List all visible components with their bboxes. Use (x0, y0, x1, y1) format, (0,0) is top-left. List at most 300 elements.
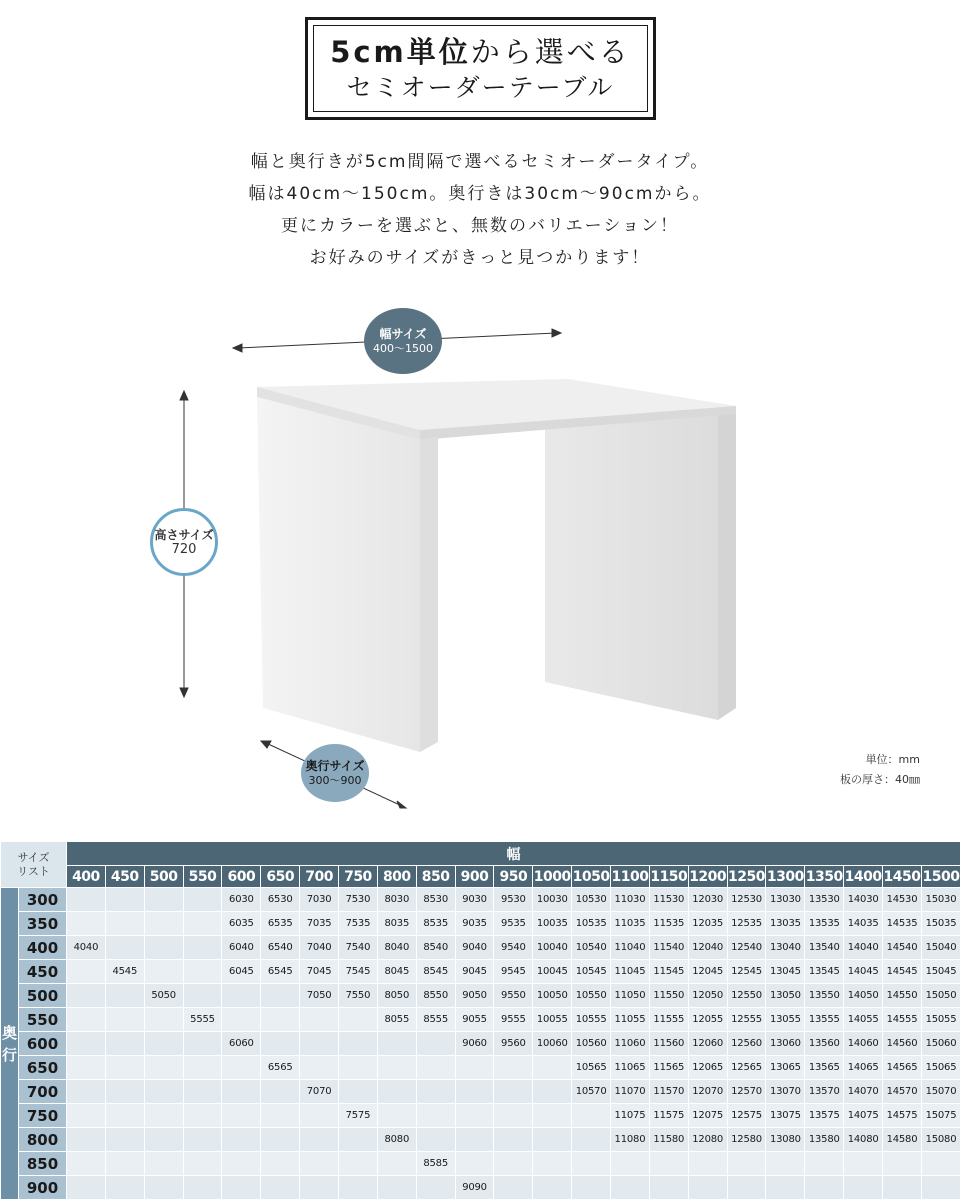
size-code-cell (261, 1080, 300, 1104)
table-row (1, 888, 960, 912)
size-code-cell (339, 1080, 378, 1104)
size-code-cell: 10045 (533, 960, 572, 984)
size-code-cell: 13075 (766, 1104, 805, 1128)
size-code-cell: 14060 (844, 1032, 883, 1056)
size-code-cell (533, 1080, 572, 1104)
size-code-cell: 9090 (455, 1176, 494, 1200)
table-row (1, 984, 960, 1008)
description-line: 幅は40cm～150cm。奥行きは30cm～90cmから。 (248, 184, 712, 204)
depth-row-header: 800 (19, 1128, 67, 1152)
size-code-cell (67, 1104, 106, 1128)
size-code-cell (183, 1080, 222, 1104)
size-code-cell: 11045 (611, 960, 650, 984)
size-code-cell: 8545 (416, 960, 455, 984)
size-code-cell: 13065 (766, 1056, 805, 1080)
width-col-header: 1050 (572, 866, 611, 888)
description-line: 幅と奥行きが5cm間隔で選べるセミオーダータイプ。 (250, 152, 710, 172)
width-col-header: 1250 (727, 866, 766, 888)
size-code-cell: 13555 (805, 1008, 844, 1032)
size-code-cell (105, 936, 144, 960)
size-code-cell (222, 1128, 261, 1152)
size-code-cell (805, 1176, 844, 1200)
size-code-cell: 15035 (921, 912, 960, 936)
size-code-cell: 15050 (921, 984, 960, 1008)
table-row (1, 1128, 960, 1152)
size-code-cell: 13550 (805, 984, 844, 1008)
width-col-header: 650 (261, 866, 300, 888)
table-row (1, 1176, 960, 1200)
unit-label: 単位：mm (865, 753, 920, 766)
size-code-cell: 9030 (455, 888, 494, 912)
size-code-cell: 14055 (844, 1008, 883, 1032)
size-code-cell: 11570 (649, 1080, 688, 1104)
size-code-cell (222, 1080, 261, 1104)
size-code-cell (183, 888, 222, 912)
size-code-cell: 11035 (611, 912, 650, 936)
size-code-cell: 13060 (766, 1032, 805, 1056)
size-code-cell: 9560 (494, 1032, 533, 1056)
depth-row-header: 750 (19, 1104, 67, 1128)
size-code-cell: 11070 (611, 1080, 650, 1104)
size-code-cell: 10535 (572, 912, 611, 936)
size-code-cell (339, 1032, 378, 1056)
size-code-cell: 9555 (494, 1008, 533, 1032)
size-code-cell: 14565 (883, 1056, 922, 1080)
size-code-cell: 11545 (649, 960, 688, 984)
size-code-cell: 15080 (921, 1128, 960, 1152)
size-code-cell (67, 1128, 106, 1152)
title-box-inner (313, 25, 648, 112)
size-code-cell: 8555 (416, 1008, 455, 1032)
height-badge-value: 720 (171, 541, 197, 557)
width-col-header: 1450 (883, 866, 922, 888)
size-code-cell: 12530 (727, 888, 766, 912)
size-code-cell (455, 1152, 494, 1176)
size-code-cell: 12060 (688, 1032, 727, 1056)
size-code-cell: 8050 (377, 984, 416, 1008)
size-code-cell (300, 1128, 339, 1152)
size-code-cell (105, 1176, 144, 1200)
size-code-cell: 14555 (883, 1008, 922, 1032)
size-code-cell (300, 1152, 339, 1176)
size-code-cell (494, 1128, 533, 1152)
size-code-cell: 13560 (805, 1032, 844, 1056)
table-shape (257, 379, 736, 752)
size-code-cell (494, 1152, 533, 1176)
size-code-cell (844, 1176, 883, 1200)
depth-row-header: 850 (19, 1152, 67, 1176)
size-code-cell (377, 1056, 416, 1080)
size-code-cell (67, 1152, 106, 1176)
description-line: 更にカラーを選ぶと、無数のバリエーション！ (281, 216, 679, 236)
width-col-header: 1500 (921, 866, 960, 888)
size-code-cell: 15070 (921, 1080, 960, 1104)
width-badge-label: 幅サイズ (379, 326, 427, 341)
size-code-cell: 11030 (611, 888, 650, 912)
size-code-cell (300, 1032, 339, 1056)
title-box (305, 17, 656, 120)
size-code-cell: 8045 (377, 960, 416, 984)
size-code-cell (533, 1152, 572, 1176)
width-col-header: 1350 (805, 866, 844, 888)
size-code-cell (144, 1056, 183, 1080)
size-code-cell (105, 888, 144, 912)
depth-row-header: 500 (19, 984, 67, 1008)
size-code-cell: 11040 (611, 936, 650, 960)
width-col-header: 600 (222, 866, 261, 888)
size-code-cell: 10565 (572, 1056, 611, 1080)
size-code-cell: 7045 (300, 960, 339, 984)
size-code-cell (688, 1152, 727, 1176)
size-code-cell (67, 1080, 106, 1104)
size-code-cell: 7545 (339, 960, 378, 984)
size-code-cell: 8535 (416, 912, 455, 936)
size-code-cell: 11530 (649, 888, 688, 912)
size-code-cell (416, 1128, 455, 1152)
size-code-cell: 7535 (339, 912, 378, 936)
depth-row-header: 350 (19, 912, 67, 936)
size-code-cell: 15045 (921, 960, 960, 984)
size-code-cell: 15065 (921, 1056, 960, 1080)
size-code-cell: 14070 (844, 1080, 883, 1104)
size-code-cell: 5050 (144, 984, 183, 1008)
size-code-cell (377, 1176, 416, 1200)
size-code-cell: 14040 (844, 936, 883, 960)
corner-line-2: リスト (17, 864, 50, 878)
size-code-cell: 7030 (300, 888, 339, 912)
width-badge (364, 308, 442, 374)
size-code-cell: 10555 (572, 1008, 611, 1032)
depth-row-header: 450 (19, 960, 67, 984)
size-code-cell (339, 1176, 378, 1200)
size-code-cell: 12575 (727, 1104, 766, 1128)
size-code-cell: 11050 (611, 984, 650, 1008)
size-code-cell (377, 1152, 416, 1176)
depth-row-header: 600 (19, 1032, 67, 1056)
width-col-header: 950 (494, 866, 533, 888)
size-code-cell (416, 1080, 455, 1104)
size-list-table (0, 841, 960, 1200)
size-code-cell: 7070 (300, 1080, 339, 1104)
size-code-cell: 13050 (766, 984, 805, 1008)
description (0, 146, 960, 274)
table-drawing (0, 290, 960, 810)
size-code-cell: 14550 (883, 984, 922, 1008)
size-code-cell (222, 1152, 261, 1176)
size-code-cell: 10030 (533, 888, 572, 912)
depth-header-char: 奥 (1, 1023, 17, 1042)
size-code-cell: 4545 (105, 960, 144, 984)
size-code-cell (144, 1176, 183, 1200)
size-code-cell (727, 1152, 766, 1176)
size-code-cell: 10035 (533, 912, 572, 936)
size-code-cell (416, 1032, 455, 1056)
size-code-cell (183, 936, 222, 960)
size-code-cell (144, 960, 183, 984)
depth-badge-label: 奥行サイズ (305, 758, 365, 773)
size-code-cell (416, 1176, 455, 1200)
width-col-header: 850 (416, 866, 455, 888)
size-code-cell: 4040 (67, 936, 106, 960)
depth-row-header: 550 (19, 1008, 67, 1032)
size-code-cell: 7035 (300, 912, 339, 936)
size-code-cell: 10040 (533, 936, 572, 960)
width-col-header: 1150 (649, 866, 688, 888)
size-code-cell: 13545 (805, 960, 844, 984)
size-code-cell: 11540 (649, 936, 688, 960)
depth-badge-value: 300～900 (308, 773, 362, 787)
size-code-cell (611, 1176, 650, 1200)
size-code-cell (183, 960, 222, 984)
size-code-cell (67, 1176, 106, 1200)
size-code-cell: 13040 (766, 936, 805, 960)
size-code-cell: 11580 (649, 1128, 688, 1152)
size-code-cell (67, 984, 106, 1008)
size-code-cell (144, 912, 183, 936)
size-code-cell (144, 1080, 183, 1104)
size-code-cell (183, 1056, 222, 1080)
size-code-cell: 9540 (494, 936, 533, 960)
size-code-cell: 9045 (455, 960, 494, 984)
size-code-cell (416, 1104, 455, 1128)
size-code-cell (455, 1128, 494, 1152)
size-code-cell: 7575 (339, 1104, 378, 1128)
size-code-cell: 8530 (416, 888, 455, 912)
size-code-cell: 13575 (805, 1104, 844, 1128)
size-code-cell: 10545 (572, 960, 611, 984)
depth-row-header: 650 (19, 1056, 67, 1080)
size-code-cell: 10560 (572, 1032, 611, 1056)
size-code-cell: 14545 (883, 960, 922, 984)
size-code-cell: 9050 (455, 984, 494, 1008)
size-code-cell: 6565 (261, 1056, 300, 1080)
depth-header (1, 888, 19, 1200)
size-code-cell: 9545 (494, 960, 533, 984)
size-code-cell: 11565 (649, 1056, 688, 1080)
size-code-cell: 10055 (533, 1008, 572, 1032)
title-bold: 5cm単位 (330, 34, 471, 69)
size-code-cell: 14540 (883, 936, 922, 960)
size-code-cell (222, 1008, 261, 1032)
size-code-cell (455, 1104, 494, 1128)
size-code-cell: 10550 (572, 984, 611, 1008)
size-code-cell (611, 1152, 650, 1176)
width-col-header: 1100 (611, 866, 650, 888)
size-code-cell: 7040 (300, 936, 339, 960)
size-code-cell (67, 1056, 106, 1080)
table-row (1, 960, 960, 984)
size-code-cell: 13045 (766, 960, 805, 984)
size-code-cell: 13565 (805, 1056, 844, 1080)
size-code-cell: 12070 (688, 1080, 727, 1104)
size-code-cell: 11560 (649, 1032, 688, 1056)
size-code-cell: 7050 (300, 984, 339, 1008)
size-code-cell: 5555 (183, 1008, 222, 1032)
size-code-cell (261, 1008, 300, 1032)
size-code-cell: 14065 (844, 1056, 883, 1080)
size-code-cell: 11550 (649, 984, 688, 1008)
size-code-cell: 14050 (844, 984, 883, 1008)
width-header: 幅 (67, 842, 960, 866)
size-code-cell: 10570 (572, 1080, 611, 1104)
size-code-cell (105, 1032, 144, 1056)
size-code-cell: 12570 (727, 1080, 766, 1104)
width-header-row (1, 866, 960, 888)
size-code-cell (494, 1176, 533, 1200)
size-code-cell (144, 1152, 183, 1176)
size-code-cell: 14535 (883, 912, 922, 936)
size-code-cell: 6535 (261, 912, 300, 936)
size-code-cell: 12050 (688, 984, 727, 1008)
size-code-cell: 12055 (688, 1008, 727, 1032)
size-code-cell: 12075 (688, 1104, 727, 1128)
size-code-cell (300, 1056, 339, 1080)
size-code-cell: 8055 (377, 1008, 416, 1032)
size-code-cell: 14575 (883, 1104, 922, 1128)
size-code-cell (339, 1008, 378, 1032)
size-code-cell: 14530 (883, 888, 922, 912)
size-code-cell: 12535 (727, 912, 766, 936)
size-code-cell (377, 1080, 416, 1104)
size-code-cell: 6040 (222, 936, 261, 960)
size-code-cell: 7550 (339, 984, 378, 1008)
size-code-cell: 9530 (494, 888, 533, 912)
size-code-cell: 13070 (766, 1080, 805, 1104)
size-code-cell: 13035 (766, 912, 805, 936)
unit-note (800, 750, 920, 790)
depth-row-header: 900 (19, 1176, 67, 1200)
size-code-cell (261, 1176, 300, 1200)
size-code-cell: 15075 (921, 1104, 960, 1128)
table-row (1, 912, 960, 936)
size-code-cell: 8035 (377, 912, 416, 936)
size-code-cell: 13530 (805, 888, 844, 912)
size-code-cell (67, 912, 106, 936)
size-code-cell (766, 1176, 805, 1200)
size-code-cell (533, 1104, 572, 1128)
size-code-cell (921, 1176, 960, 1200)
size-code-cell (183, 984, 222, 1008)
size-code-cell: 15040 (921, 936, 960, 960)
size-code-cell (183, 1176, 222, 1200)
size-code-cell: 12065 (688, 1056, 727, 1080)
size-code-cell (727, 1176, 766, 1200)
size-code-cell (183, 1128, 222, 1152)
size-code-cell (105, 984, 144, 1008)
size-code-cell (144, 1008, 183, 1032)
thickness-label: 板の厚さ：40㎜ (840, 773, 920, 786)
table-row (1, 1056, 960, 1080)
width-col-header: 1000 (533, 866, 572, 888)
size-code-cell (494, 1080, 533, 1104)
size-code-cell (222, 1176, 261, 1200)
width-col-header: 1400 (844, 866, 883, 888)
size-code-cell: 12565 (727, 1056, 766, 1080)
size-code-cell: 12045 (688, 960, 727, 984)
size-code-cell: 10050 (533, 984, 572, 1008)
size-code-cell: 9035 (455, 912, 494, 936)
size-code-cell (921, 1152, 960, 1176)
height-badge (150, 508, 218, 576)
size-code-cell: 8540 (416, 936, 455, 960)
size-code-cell: 6030 (222, 888, 261, 912)
title-line-2: セミオーダーテーブル (346, 72, 615, 102)
table-corner (1, 842, 67, 888)
width-col-header: 800 (377, 866, 416, 888)
size-list-table-wrap (0, 841, 960, 1200)
table-row (1, 1032, 960, 1056)
size-code-cell (144, 936, 183, 960)
size-code-cell (222, 984, 261, 1008)
size-code-cell (339, 1128, 378, 1152)
size-code-cell (339, 1056, 378, 1080)
size-code-cell: 9040 (455, 936, 494, 960)
size-code-cell (572, 1104, 611, 1128)
size-code-cell: 6035 (222, 912, 261, 936)
width-col-header: 400 (67, 866, 106, 888)
size-code-cell: 14035 (844, 912, 883, 936)
size-code-cell (844, 1152, 883, 1176)
size-code-cell: 12545 (727, 960, 766, 984)
size-code-cell (805, 1152, 844, 1176)
size-code-cell (144, 888, 183, 912)
depth-header-char: 行 (1, 1045, 17, 1064)
size-code-cell: 11055 (611, 1008, 650, 1032)
size-code-cell (455, 1056, 494, 1080)
size-code-cell (300, 1176, 339, 1200)
size-code-cell: 13580 (805, 1128, 844, 1152)
size-code-cell: 13540 (805, 936, 844, 960)
size-code-cell (494, 1104, 533, 1128)
size-code-cell: 6045 (222, 960, 261, 984)
size-code-cell (105, 1152, 144, 1176)
size-code-cell: 11535 (649, 912, 688, 936)
size-code-cell (377, 1104, 416, 1128)
size-code-cell: 13080 (766, 1128, 805, 1152)
table-row (1, 1008, 960, 1032)
size-code-cell: 12540 (727, 936, 766, 960)
size-code-cell: 12555 (727, 1008, 766, 1032)
size-code-cell: 6530 (261, 888, 300, 912)
size-code-cell (144, 1128, 183, 1152)
size-code-cell: 11065 (611, 1056, 650, 1080)
size-code-cell: 8585 (416, 1152, 455, 1176)
size-code-cell: 15030 (921, 888, 960, 912)
size-code-cell (261, 1104, 300, 1128)
width-col-header: 450 (105, 866, 144, 888)
size-code-cell (261, 984, 300, 1008)
size-code-cell (222, 1104, 261, 1128)
size-code-cell: 12035 (688, 912, 727, 936)
size-code-cell (67, 960, 106, 984)
size-code-cell (183, 1152, 222, 1176)
depth-row-header: 300 (19, 888, 67, 912)
size-code-cell (67, 1008, 106, 1032)
table-row (1, 1152, 960, 1176)
size-code-cell (766, 1152, 805, 1176)
width-col-header: 550 (183, 866, 222, 888)
size-code-cell: 8080 (377, 1128, 416, 1152)
table-row (1, 1080, 960, 1104)
size-code-cell (455, 1080, 494, 1104)
size-code-cell: 8040 (377, 936, 416, 960)
size-code-cell (416, 1056, 455, 1080)
size-code-cell (649, 1176, 688, 1200)
size-code-cell (883, 1176, 922, 1200)
width-col-header: 500 (144, 866, 183, 888)
width-col-header: 900 (455, 866, 494, 888)
size-code-cell (572, 1128, 611, 1152)
